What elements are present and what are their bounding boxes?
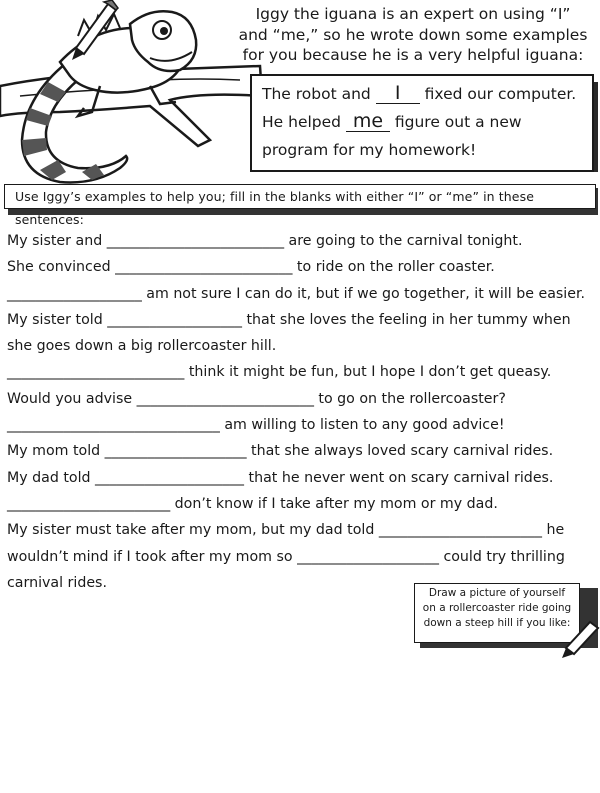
sentence-line[interactable]: _______________________ don’t know if I take after my mom or my dad. [7,495,498,512]
sentence-line: she goes down a big rollercoaster hill. [7,338,277,355]
draw-prompt-box [414,583,580,643]
example-answer-i: I [376,83,420,104]
sentence-line[interactable]: My sister and _________________________ are going to the carnival tonight. [7,233,523,249]
sentence-line[interactable]: My sister must take after my mom, but my dad told _______________________ he [7,522,565,539]
sentence-line[interactable]: wouldn’t mind if I took after my mom so ____________________ could try thrilling [7,548,565,565]
example-text: fixed our computer. [419,85,577,103]
sentence-list [7,228,597,596]
intro-text [232,4,594,66]
intro-line: and “me,” so he wrote down some examples [238,25,588,44]
draw-prompt-line: Draw a picture of yourself [428,587,566,599]
intro-line: Iggy the iguana is an expert on using “I” [255,5,571,23]
example-line-3: program for my homework! [262,141,477,159]
sentence-line[interactable]: My sister told ___________________ that she loves the feeling in her tummy when [7,311,571,328]
small-pencil-icon [560,620,600,660]
example-answer-me: me [346,111,390,132]
draw-prompt-line: on a rollercoaster ride going [422,602,572,614]
sentence-line[interactable]: My dad told _____________________ that he never went on scary carnival rides. [7,469,554,486]
sentence-line[interactable]: ______________________________ am willing to listen to any good advice! [7,417,505,434]
intro-line: for you because he is a very helpful iguana: [242,46,584,64]
sentence-line[interactable]: _________________________ think it might be fun, but I hope I don’t get queasy. [7,364,552,381]
sentence-line: carnival rides. [7,574,107,591]
example-box [250,74,594,172]
draw-prompt-line: down a steep hill if you like: [423,617,571,629]
sentence-line[interactable]: My mom told ____________________ that she always loved scary carnival rides. [7,443,554,460]
example-line-1 [262,80,582,108]
sentence-line[interactable]: She convinced _________________________ to ride on the roller coaster. [7,259,495,276]
example-text: He helped [262,113,346,131]
example-text: The robot and [262,85,376,103]
example-text: figure out a new [389,113,522,131]
example-line-2 [262,108,582,136]
sentence-line[interactable]: ___________________ am not sure I can do it, but if we go together, it will be easier. [7,285,586,302]
sentence-line[interactable]: Would you advise _________________________ to go on the rollercoaster? [7,390,506,407]
instructions-bar: Use Iggy’s examples to help you; fill in the blanks with either “I” or “me” in these sentences: [4,184,596,209]
